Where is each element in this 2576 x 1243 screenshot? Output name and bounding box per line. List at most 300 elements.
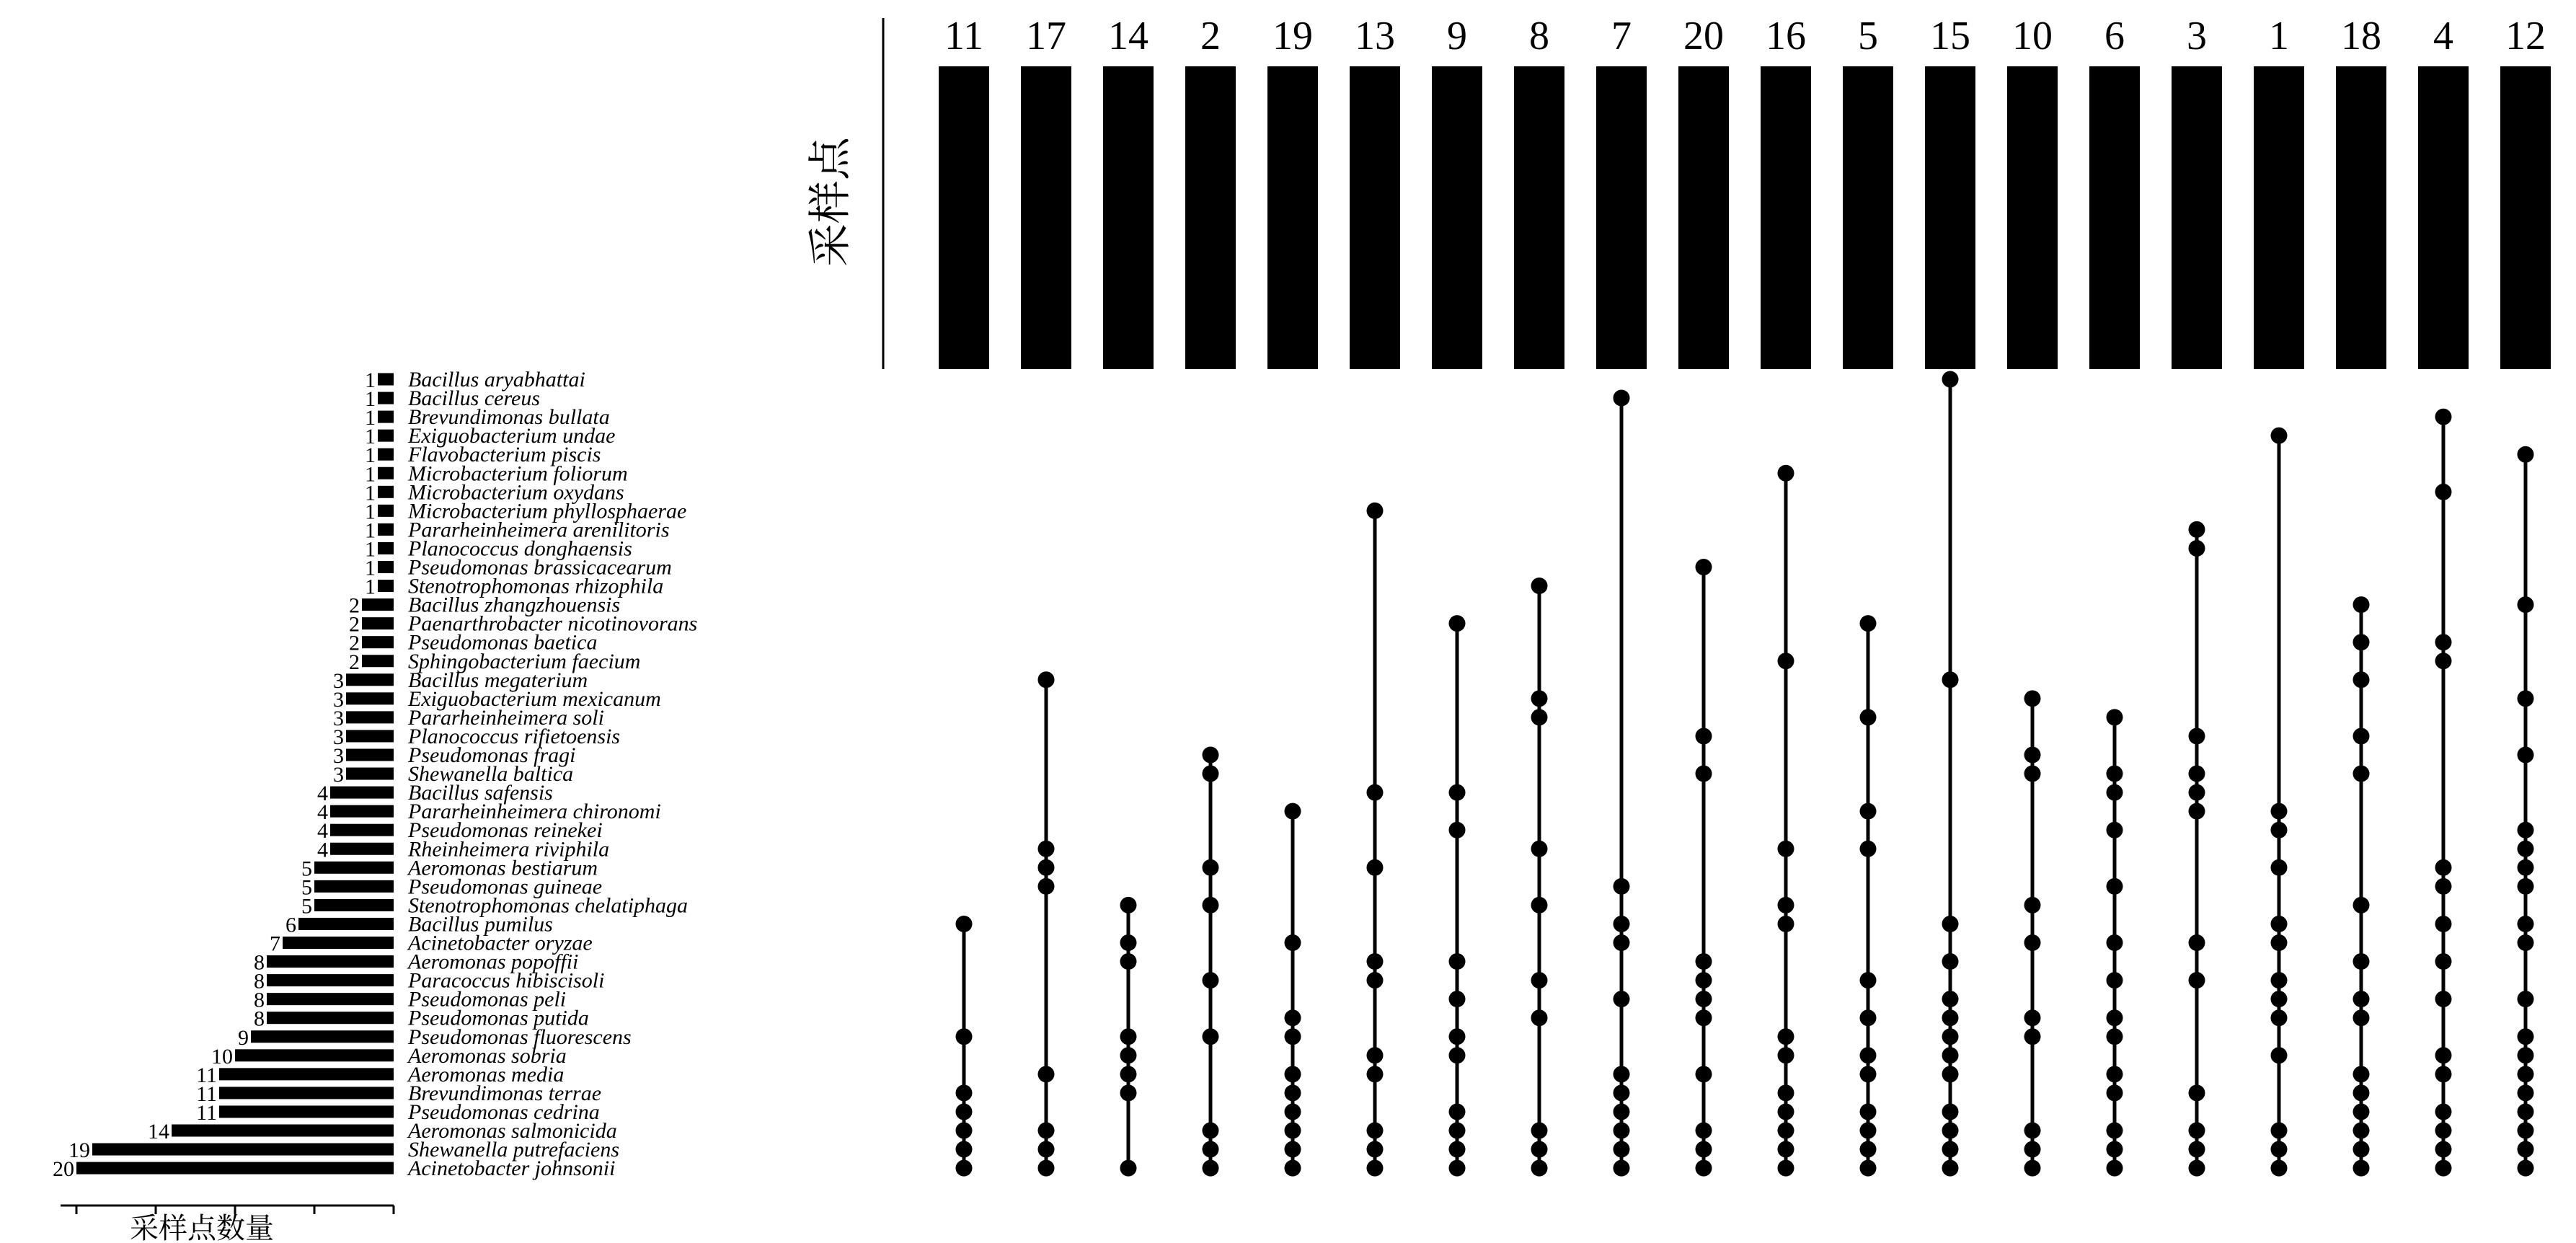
species-bar-aeromonas-bestiarum (314, 862, 394, 874)
site-label-7: 7 (1611, 14, 1632, 58)
site-label-15: 15 (1930, 14, 1970, 58)
species-bar-paracoccus-hibiscisoli (267, 974, 394, 986)
matrix-dot-4-microbacterium-oxydans (2435, 484, 2452, 500)
matrix-dot-7-bacillus-pumilus (1614, 916, 1630, 932)
matrix-dot-10-shewanella-putrefaciens (2024, 1141, 2041, 1158)
species-label-pseudomonas-fragi: Pseudomonas fragi (408, 743, 576, 767)
matrix-dot-19-pseudomonas-putida (1285, 1009, 1301, 1026)
species-label-pseudomonas-putida: Pseudomonas putida (408, 1006, 589, 1030)
count-label-aeromonas-sobria: 10 (211, 1044, 233, 1069)
count-label-pseudomonas-peli: 8 (254, 988, 265, 1012)
species-bar-stenotrophomonas-chelatiphaga (314, 899, 394, 911)
species-bar-aeromonas-salmonicida (172, 1125, 394, 1137)
matrix-dot-19-acinetobacter-oryzae (1285, 934, 1301, 951)
matrix-dot-6-pararheinheimera-soli (2107, 709, 2123, 725)
matrix-dot-12-aeromonas-sobria (2518, 1047, 2534, 1063)
matrix-dot-8-stenotrophomonas-chelatiphaga (1531, 897, 1548, 914)
matrix-dot-1-pararheinheimera-chironomi (2271, 803, 2288, 820)
species-label-pseudomonas-reinekei: Pseudomonas reinekei (408, 818, 603, 843)
matrix-dot-13-aeromonas-media (1367, 1066, 1384, 1082)
matrix-dot-9-bacillus-safensis (1449, 784, 1466, 801)
matrix-dot-2-paracoccus-hibiscisoli (1203, 972, 1219, 988)
matrix-dot-4-aeromonas-bestiarum (2435, 859, 2452, 876)
site-bar-10 (2007, 66, 2058, 369)
matrix-dot-5-pseudomonas-putida (1860, 1009, 1877, 1026)
count-label-paenarthrobacter-nicotinovorans: 2 (349, 612, 360, 637)
count-label-bacillus-safensis: 4 (317, 782, 328, 806)
matrix-dot-12-rheinheimera-riviphila (2518, 841, 2534, 857)
matrix-dot-11-shewanella-putrefaciens (956, 1141, 973, 1158)
matrix-dot-17-aeromonas-bestiarum (1038, 859, 1055, 876)
matrix-dot-18-aeromonas-popoffii (2353, 953, 2370, 970)
site-label-12: 12 (2505, 14, 2546, 58)
matrix-dot-8-aeromonas-salmonicida (1531, 1123, 1548, 1139)
species-bar-exiguobacterium-mexicanum (346, 692, 394, 704)
matrix-dot-20-aeromonas-media (1696, 1066, 1712, 1082)
matrix-dot-2-shewanella-baltica (1203, 766, 1219, 782)
matrix-dot-12-pseudomonas-guineae (2518, 878, 2534, 895)
species-label-rheinheimera-riviphila: Rheinheimera riviphila (408, 837, 610, 862)
species-label-sphingobacterium-faecium: Sphingobacterium faecium (408, 649, 641, 673)
matrix-dot-18-pseudomonas-putida (2353, 1009, 2370, 1026)
species-bar-pseudomonas-fluorescens (251, 1030, 394, 1043)
matrix-dot-10-aeromonas-salmonicida (2024, 1123, 2041, 1139)
species-label-pseudomonas-brassicacearum: Pseudomonas brassicacearum (408, 555, 672, 580)
matrix-dot-6-pseudomonas-fluorescens (2107, 1028, 2123, 1045)
matrix-dot-14-acinetobacter-oryzae (1120, 934, 1137, 951)
site-bar-5 (1843, 66, 1893, 369)
site-bar-4 (2418, 66, 2469, 369)
count-label-bacillus-pumilus: 6 (286, 913, 296, 937)
species-label-planococcus-donghaensis: Planococcus donghaensis (408, 536, 632, 561)
matrix-dot-1-acinetobacter-johnsonii (2271, 1160, 2288, 1177)
count-label-aeromonas-bestiarum: 5 (301, 857, 312, 881)
matrix-dot-15-bacillus-megaterium (1942, 671, 1959, 688)
species-bar-pseudomonas-guineae (314, 880, 394, 893)
species-label-bacillus-cereus: Bacillus cereus (408, 386, 541, 411)
matrix-dot-10-exiguobacterium-mexicanum (2024, 690, 2041, 707)
count-label-microbacterium-oxydans: 1 (365, 481, 376, 505)
matrix-dot-15-aeromonas-media (1942, 1066, 1959, 1082)
matrix-dot-18-aeromonas-salmonicida (2353, 1123, 2370, 1139)
count-label-flavobacterium-piscis: 1 (365, 443, 376, 468)
matrix-dot-16-rheinheimera-riviphila (1778, 841, 1794, 857)
matrix-dot-18-aeromonas-media (2353, 1066, 2370, 1082)
count-label-aeromonas-salmonicida: 14 (148, 1120, 169, 1144)
species-bar-shewanella-baltica (346, 768, 394, 780)
species-label-brevundimonas-terrae: Brevundimonas terrae (408, 1081, 602, 1105)
matrix-dot-5-pseudomonas-cedrina (1860, 1103, 1877, 1120)
species-label-planococcus-rifietoensis: Planococcus rifietoensis (408, 724, 621, 748)
matrix-dot-5-pararheinheimera-chironomi (1860, 803, 1877, 820)
matrix-dot-6-pseudomonas-reinekei (2107, 822, 2123, 839)
species-label-pseudomonas-cedrina: Pseudomonas cedrina (408, 1100, 600, 1124)
matrix-dot-7-acinetobacter-oryzae (1614, 934, 1630, 951)
matrix-dot-7-aeromonas-media (1614, 1066, 1630, 1082)
matrix-dot-16-brevundimonas-terrae (1778, 1084, 1794, 1101)
matrix-dot-3-bacillus-safensis (2189, 784, 2205, 801)
matrix-dot-15-pseudomonas-putida (1942, 1009, 1959, 1026)
species-bar-pseudomonas-putida (267, 1012, 394, 1024)
matrix-dot-2-aeromonas-salmonicida (1203, 1123, 1219, 1139)
matrix-dot-11-bacillus-pumilus (956, 916, 973, 932)
count-label-pseudomonas-cedrina: 11 (196, 1100, 217, 1125)
matrix-dot-1-aeromonas-bestiarum (2271, 859, 2288, 876)
matrix-dot-9-aeromonas-sobria (1449, 1047, 1466, 1063)
matrix-dot-6-aeromonas-salmonicida (2107, 1123, 2123, 1139)
site-bar-3 (2172, 66, 2222, 369)
species-bar-bacillus-safensis (330, 787, 394, 799)
matrix-dot-11-pseudomonas-fluorescens (956, 1028, 973, 1045)
matrix-dot-16-bacillus-pumilus (1778, 916, 1794, 932)
count-label-acinetobacter-johnsonii: 20 (53, 1157, 74, 1182)
matrix-dot-4-bacillus-pumilus (2435, 916, 2452, 932)
matrix-dot-7-shewanella-putrefaciens (1614, 1141, 1630, 1158)
matrix-dot-3-paracoccus-hibiscisoli (2189, 972, 2205, 988)
matrix-dot-20-pseudomonas-peli (1696, 991, 1712, 1007)
matrix-dot-9-pseudomonas-cedrina (1449, 1103, 1466, 1120)
site-bar-20 (1678, 66, 1729, 369)
count-label-pseudomonas-reinekei: 4 (317, 819, 328, 844)
matrix-dot-16-pseudomonas-cedrina (1778, 1103, 1794, 1120)
matrix-dot-13-aeromonas-bestiarum (1367, 859, 1384, 876)
matrix-dot-12-pseudomonas-cedrina (2518, 1103, 2534, 1120)
species-bar-aeromonas-sobria (235, 1049, 394, 1061)
matrix-dot-1-aeromonas-salmonicida (2271, 1123, 2288, 1139)
species-label-aeromonas-sobria: Aeromonas sobria (408, 1043, 567, 1068)
site-label-13: 13 (1355, 14, 1395, 58)
species-label-aeromonas-salmonicida: Aeromonas salmonicida (408, 1119, 617, 1143)
count-label-planococcus-donghaensis: 1 (365, 537, 376, 562)
matrix-dot-12-pseudomonas-fragi (2518, 747, 2534, 764)
site-bar-12 (2500, 66, 2551, 369)
matrix-dot-3-brevundimonas-terrae (2189, 1084, 2205, 1101)
species-label-flavobacterium-piscis: Flavobacterium piscis (408, 443, 601, 467)
species-label-microbacterium-oxydans: Microbacterium oxydans (408, 480, 624, 505)
matrix-dot-20-planococcus-rifietoensis (1696, 727, 1712, 744)
species-label-pseudomonas-fluorescens: Pseudomonas fluorescens (408, 1025, 632, 1049)
membership-matrix (956, 371, 2534, 1177)
matrix-dot-9-acinetobacter-johnsonii (1449, 1160, 1466, 1177)
count-label-brevundimonas-terrae: 11 (196, 1081, 217, 1106)
species-bars (76, 373, 394, 1175)
matrix-dot-12-acinetobacter-johnsonii (2518, 1160, 2534, 1177)
site-bar-6 (2089, 66, 2140, 369)
matrix-dot-10-shewanella-baltica (2024, 766, 2041, 782)
matrix-dot-1-pseudomonas-putida (2271, 1009, 2288, 1026)
matrix-dot-18-bacillus-megaterium (2353, 671, 2370, 688)
count-label-planococcus-rifietoensis: 3 (333, 725, 344, 749)
site-label-19: 19 (1272, 14, 1313, 58)
matrix-dot-15-bacillus-aryabhattai (1942, 371, 1959, 388)
matrix-dot-18-pseudomonas-peli (2353, 991, 2370, 1007)
matrix-dot-10-stenotrophomonas-chelatiphaga (2024, 897, 2041, 914)
matrix-dot-9-pseudomonas-peli (1449, 991, 1466, 1007)
matrix-dot-6-acinetobacter-johnsonii (2107, 1160, 2123, 1177)
matrix-dot-1-shewanella-putrefaciens (2271, 1141, 2288, 1158)
matrix-dot-18-shewanella-putrefaciens (2353, 1141, 2370, 1158)
matrix-dot-6-shewanella-baltica (2107, 766, 2123, 782)
matrix-dot-14-aeromonas-popoffii (1120, 953, 1137, 970)
matrix-dot-16-aeromonas-sobria (1778, 1047, 1794, 1063)
matrix-dot-15-bacillus-pumilus (1942, 916, 1959, 932)
species-label-microbacterium-foliorum: Microbacterium foliorum (408, 461, 628, 486)
species-bar-pseudomonas-peli (267, 993, 394, 1005)
matrix-dot-1-pseudomonas-peli (2271, 991, 2288, 1007)
matrix-dot-9-aeromonas-popoffii (1449, 953, 1466, 970)
count-label-acinetobacter-oryzae: 7 (270, 932, 280, 956)
matrix-dot-1-aeromonas-sobria (2271, 1047, 2288, 1063)
count-label-pseudomonas-putida: 8 (254, 1007, 265, 1031)
species-label-shewanella-baltica: Shewanella baltica (408, 762, 574, 787)
matrix-dot-7-acinetobacter-johnsonii (1614, 1160, 1630, 1177)
matrix-dot-20-aeromonas-popoffii (1696, 953, 1712, 970)
matrix-dot-8-rheinheimera-riviphila (1531, 841, 1548, 857)
matrix-dot-18-stenotrophomonas-chelatiphaga (2353, 897, 2370, 914)
species-label-exiguobacterium-undae: Exiguobacterium undae (408, 424, 616, 448)
site-bar-16 (1761, 66, 1811, 369)
matrix-dot-7-pseudomonas-cedrina (1614, 1103, 1630, 1120)
matrix-dot-6-shewanella-putrefaciens (2107, 1141, 2123, 1158)
matrix-dot-3-planococcus-rifietoensis (2189, 727, 2205, 744)
matrix-dot-4-acinetobacter-johnsonii (2435, 1160, 2452, 1177)
species-label-acinetobacter-johnsonii: Acinetobacter johnsonii (408, 1156, 616, 1181)
matrix-dot-3-acinetobacter-oryzae (2189, 934, 2205, 951)
matrix-dot-15-aeromonas-salmonicida (1942, 1123, 1959, 1139)
matrix-dot-9-aeromonas-salmonicida (1449, 1123, 1466, 1139)
count-label-shewanella-baltica: 3 (333, 763, 344, 787)
matrix-dot-8-pararheinheimera-soli (1531, 709, 1548, 725)
count-label-pseudomonas-guineae: 5 (301, 875, 312, 900)
species-bar-pseudomonas-fragi (346, 749, 394, 761)
species-label-microbacterium-phyllosphaerae: Microbacterium phyllosphaerae (408, 499, 687, 523)
matrix-dot-5-paenarthrobacter-nicotinovorans (1860, 615, 1877, 632)
matrix-dot-7-brevundimonas-terrae (1614, 1084, 1630, 1101)
matrix-dot-13-paracoccus-hibiscisoli (1367, 972, 1384, 988)
species-bar-bacillus-megaterium (346, 673, 394, 686)
matrix-dot-17-aeromonas-media (1038, 1066, 1055, 1082)
site-bar-15 (1925, 66, 1975, 369)
matrix-dot-12-aeromonas-bestiarum (2518, 859, 2534, 876)
count-label-pararheinheimera-soli: 3 (333, 706, 344, 730)
matrix-dot-20-pseudomonas-putida (1696, 1009, 1712, 1026)
matrix-dot-6-acinetobacter-oryzae (2107, 934, 2123, 951)
species-label-stenotrophomonas-rhizophila: Stenotrophomonas rhizophila (408, 574, 664, 598)
matrix-dot-4-sphingobacterium-faecium (2435, 653, 2452, 669)
matrix-dot-16-acinetobacter-johnsonii (1778, 1160, 1794, 1177)
species-label-aeromonas-bestiarum: Aeromonas bestiarum (408, 856, 598, 880)
species-label-bacillus-safensis: Bacillus safensis (408, 781, 553, 805)
matrix-dot-7-pseudomonas-peli (1614, 991, 1630, 1007)
matrix-dot-20-shewanella-putrefaciens (1696, 1141, 1712, 1158)
matrix-dot-20-pseudomonas-brassicacearum (1696, 559, 1712, 575)
site-bar-14 (1103, 66, 1154, 369)
matrix-dot-3-acinetobacter-johnsonii (2189, 1160, 2205, 1177)
species-bar-shewanella-putrefaciens (92, 1144, 394, 1156)
matrix-dot-17-bacillus-megaterium (1038, 671, 1055, 688)
matrix-dot-17-acinetobacter-johnsonii (1038, 1160, 1055, 1177)
matrix-dot-15-acinetobacter-johnsonii (1942, 1160, 1959, 1177)
species-bar-pseudomonas-baetica (362, 636, 394, 648)
site-bar-13 (1350, 66, 1400, 369)
matrix-dot-16-shewanella-putrefaciens (1778, 1141, 1794, 1158)
species-bar-planococcus-rifietoensis (346, 730, 394, 742)
matrix-dot-12-bacillus-zhangzhouensis (2518, 596, 2534, 613)
species-bar-acinetobacter-oryzae (283, 937, 394, 949)
matrix-dot-4-pseudomonas-baetica (2435, 634, 2452, 650)
count-label-pseudomonas-brassicacearum: 1 (365, 556, 376, 580)
matrix-dot-14-acinetobacter-johnsonii (1120, 1160, 1137, 1177)
matrix-dot-16-microbacterium-foliorum (1778, 465, 1794, 482)
count-label-brevundimonas-bullata: 1 (365, 406, 376, 430)
matrix-dot-10-acinetobacter-oryzae (2024, 934, 2041, 951)
count-label-microbacterium-foliorum: 1 (365, 462, 376, 487)
matrix-dot-4-aeromonas-popoffii (2435, 953, 2452, 970)
matrix-dot-6-pseudomonas-guineae (2107, 878, 2123, 895)
matrix-dot-6-aeromonas-media (2107, 1066, 2123, 1082)
species-labels (407, 368, 697, 1180)
matrix-dot-4-aeromonas-sobria (2435, 1047, 2452, 1063)
matrix-dot-1-pseudomonas-reinekei (2271, 822, 2288, 839)
matrix-dot-16-aeromonas-salmonicida (1778, 1123, 1794, 1139)
species-bar-acinetobacter-johnsonii (76, 1162, 394, 1175)
matrix-dot-19-shewanella-putrefaciens (1285, 1141, 1301, 1158)
matrix-dot-19-aeromonas-salmonicida (1285, 1123, 1301, 1139)
matrix-dot-16-sphingobacterium-faecium (1778, 653, 1794, 669)
matrix-dot-13-shewanella-putrefaciens (1367, 1141, 1384, 1158)
matrix-dot-14-aeromonas-sobria (1120, 1047, 1137, 1063)
matrix-dot-10-pseudomonas-fluorescens (2024, 1028, 2041, 1045)
site-label-18: 18 (2341, 14, 2381, 58)
matrix-dot-2-stenotrophomonas-chelatiphaga (1203, 897, 1219, 914)
count-label-shewanella-putrefaciens: 19 (68, 1138, 90, 1163)
count-label-rheinheimera-riviphila: 4 (317, 838, 328, 862)
matrix-dot-18-shewanella-baltica (2353, 766, 2370, 782)
site-bar-19 (1267, 66, 1318, 369)
species-bar-microbacterium-oxydans (378, 486, 394, 498)
matrix-dot-5-shewanella-putrefaciens (1860, 1141, 1877, 1158)
species-label-paenarthrobacter-nicotinovorans: Paenarthrobacter nicotinovorans (408, 611, 698, 636)
matrix-dot-12-bacillus-pumilus (2518, 916, 2534, 932)
matrix-dot-15-pseudomonas-peli (1942, 991, 1959, 1007)
matrix-dot-5-aeromonas-salmonicida (1860, 1123, 1877, 1139)
species-label-aeromonas-media: Aeromonas media (408, 1062, 565, 1087)
matrix-dot-3-shewanella-baltica (2189, 766, 2205, 782)
matrix-dot-3-planococcus-donghaensis (2189, 540, 2205, 557)
count-label-pseudomonas-baetica: 2 (349, 631, 360, 655)
matrix-dot-8-pseudomonas-putida (1531, 1009, 1548, 1026)
species-bar-planococcus-donghaensis (378, 542, 394, 554)
species-bar-microbacterium-phyllosphaerae (378, 505, 394, 517)
matrix-dot-8-shewanella-putrefaciens (1531, 1141, 1548, 1158)
matrix-dot-20-paracoccus-hibiscisoli (1696, 972, 1712, 988)
count-label-bacillus-aryabhattai: 1 (365, 368, 376, 392)
site-bar-7 (1596, 66, 1647, 369)
matrix-dot-5-aeromonas-sobria (1860, 1047, 1877, 1063)
matrix-dot-6-bacillus-safensis (2107, 784, 2123, 801)
site-bar-9 (1432, 66, 1482, 369)
matrix-dot-8-exiguobacterium-mexicanum (1531, 690, 1548, 707)
matrix-dot-18-acinetobacter-johnsonii (2353, 1160, 2370, 1177)
site-label-16: 16 (1766, 14, 1806, 58)
species-bar-stenotrophomonas-rhizophila (378, 580, 394, 592)
matrix-dot-15-aeromonas-sobria (1942, 1047, 1959, 1063)
matrix-dot-11-brevundimonas-terrae (956, 1084, 973, 1101)
matrix-dot-18-planococcus-rifietoensis (2353, 727, 2370, 744)
matrix-dot-15-pseudomonas-cedrina (1942, 1103, 1959, 1120)
species-bar-bacillus-pumilus (298, 918, 394, 930)
matrix-dot-12-acinetobacter-oryzae (2518, 934, 2534, 951)
matrix-dot-15-shewanella-putrefaciens (1942, 1141, 1959, 1158)
species-bar-brevundimonas-terrae (219, 1087, 394, 1099)
species-label-bacillus-aryabhattai: Bacillus aryabhattai (408, 368, 585, 392)
site-label-2: 2 (1200, 14, 1221, 58)
matrix-dot-3-pararheinheimera-arenilitoris (2189, 521, 2205, 538)
matrix-dot-8-acinetobacter-johnsonii (1531, 1160, 1548, 1177)
matrix-dot-12-flavobacterium-piscis (2518, 446, 2534, 463)
matrix-dot-4-pseudomonas-peli (2435, 991, 2452, 1007)
matrix-dot-5-paracoccus-hibiscisoli (1860, 972, 1877, 988)
matrix-dot-12-shewanella-putrefaciens (2518, 1141, 2534, 1158)
matrix-dot-9-pseudomonas-reinekei (1449, 822, 1466, 839)
matrix-dot-3-shewanella-putrefaciens (2189, 1141, 2205, 1158)
matrix-dot-12-pseudomonas-peli (2518, 991, 2534, 1007)
bottom-axis-label: 采样点数量 (130, 1212, 274, 1243)
matrix-dot-10-pseudomonas-putida (2024, 1009, 2041, 1026)
top-axis-label: 采样点 (807, 137, 854, 267)
species-label-pararheinheimera-soli: Pararheinheimera soli (408, 705, 604, 730)
matrix-dot-19-aeromonas-media (1285, 1066, 1301, 1082)
count-label-stenotrophomonas-rhizophila: 1 (365, 575, 376, 599)
species-bar-aeromonas-popoffii (267, 955, 394, 968)
site-label-11: 11 (944, 14, 983, 58)
matrix-dot-12-aeromonas-media (2518, 1066, 2534, 1082)
matrix-dot-19-pseudomonas-cedrina (1285, 1103, 1301, 1120)
species-label-pararheinheimera-arenilitoris: Pararheinheimera arenilitoris (408, 518, 670, 542)
species-bar-rheinheimera-riviphila (330, 843, 394, 855)
matrix-dot-15-aeromonas-popoffii (1942, 953, 1959, 970)
species-bar-paenarthrobacter-nicotinovorans (362, 617, 394, 629)
matrix-dot-1-acinetobacter-oryzae (2271, 934, 2288, 951)
site-bar-1 (2254, 66, 2304, 369)
species-bar-microbacterium-foliorum (378, 467, 394, 479)
matrix-dot-8-paracoccus-hibiscisoli (1531, 972, 1548, 988)
count-label-bacillus-megaterium: 3 (333, 668, 344, 693)
matrix-dot-6-brevundimonas-terrae (2107, 1084, 2123, 1101)
matrix-dot-2-shewanella-putrefaciens (1203, 1141, 1219, 1158)
matrix-dot-16-stenotrophomonas-chelatiphaga (1778, 897, 1794, 914)
species-bar-pseudomonas-cedrina (219, 1105, 394, 1118)
matrix-dot-2-aeromonas-bestiarum (1203, 859, 1219, 876)
matrix-dot-11-aeromonas-salmonicida (956, 1123, 973, 1139)
matrix-dot-3-pararheinheimera-chironomi (2189, 803, 2205, 820)
matrix-dot-18-brevundimonas-terrae (2353, 1084, 2370, 1101)
site-label-4: 4 (2433, 14, 2453, 58)
species-bar-brevundimonas-bullata (378, 411, 394, 423)
matrix-dot-14-pseudomonas-fluorescens (1120, 1028, 1137, 1045)
site-label-20: 20 (1683, 14, 1724, 58)
matrix-dot-2-pseudomonas-fluorescens (1203, 1028, 1219, 1045)
species-bar-flavobacterium-piscis (378, 448, 394, 461)
species-bar-pararheinheimera-soli (346, 711, 394, 723)
matrix-dot-7-aeromonas-salmonicida (1614, 1123, 1630, 1139)
species-bar-pseudomonas-reinekei (330, 824, 394, 836)
count-label-aeromonas-media: 11 (196, 1063, 217, 1087)
matrix-dot-17-rheinheimera-riviphila (1038, 841, 1055, 857)
matrix-dot-5-rheinheimera-riviphila (1860, 841, 1877, 857)
matrix-dot-5-acinetobacter-johnsonii (1860, 1160, 1877, 1177)
site-label-9: 9 (1447, 14, 1467, 58)
